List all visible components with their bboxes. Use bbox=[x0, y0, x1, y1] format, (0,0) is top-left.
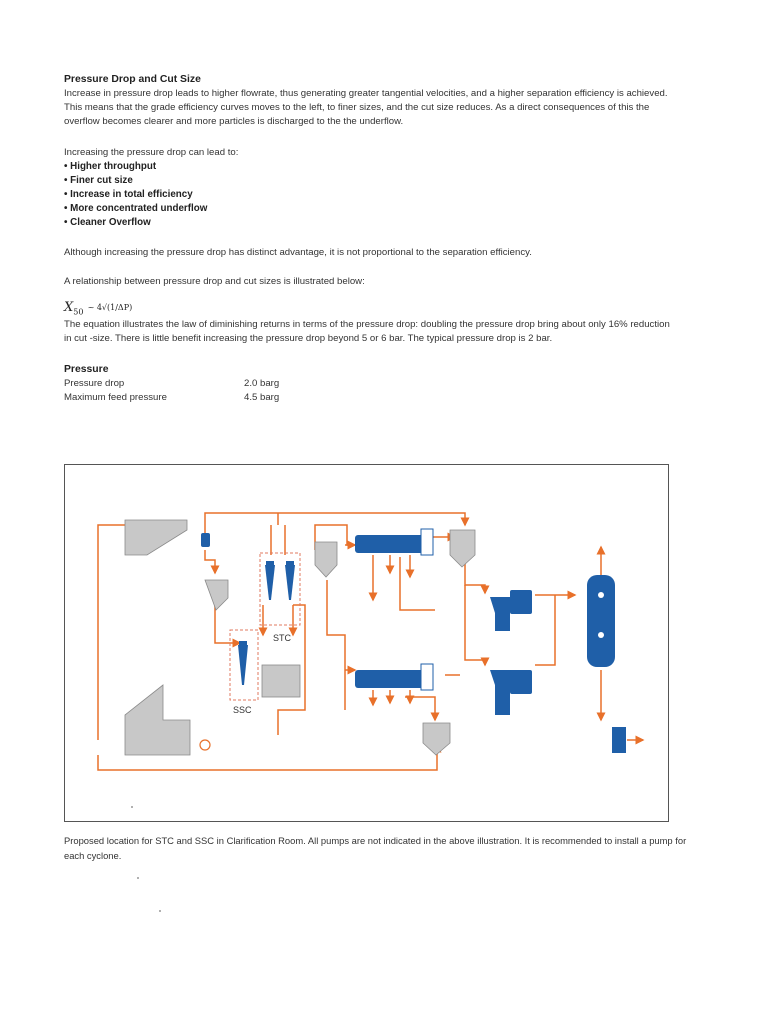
bottom-cone-vessel bbox=[423, 723, 450, 755]
decanter-2-motor bbox=[421, 664, 433, 690]
pressure-table bbox=[64, 377, 279, 405]
speck bbox=[137, 877, 139, 879]
ssc-label: SSC bbox=[233, 705, 252, 715]
row-label: Pressure drop bbox=[64, 378, 125, 389]
separator-1-frame bbox=[495, 613, 510, 631]
row-value: 4.5 barg bbox=[244, 392, 280, 403]
figure-caption: Proposed location for STC and SSC in Clarification Room. All pumps are not indicated in the above illustration. It is recommended to install a pump for each cyclone. bbox=[64, 835, 687, 861]
upper-hopper bbox=[125, 520, 187, 555]
flow-diagram-svg bbox=[65, 465, 670, 823]
benefits-list bbox=[64, 160, 207, 230]
equation-rhs: ~ 4√(1/ΔP) bbox=[87, 303, 133, 312]
equation-subscript: 50 bbox=[73, 307, 84, 317]
row-label: Maximum feed pressure bbox=[64, 392, 167, 403]
list-item: • Higher throughput bbox=[64, 160, 207, 174]
ssc-cyclone bbox=[238, 645, 248, 685]
ssc-cyclone-head bbox=[239, 641, 247, 649]
stc-cyclone-1-head bbox=[266, 561, 274, 569]
list-item: • Cleaner Overflow bbox=[64, 216, 207, 230]
blue-equipment bbox=[201, 529, 626, 753]
decanter-2 bbox=[355, 670, 427, 688]
table-row bbox=[64, 377, 279, 391]
separator-2-motor bbox=[510, 670, 532, 694]
vertical-tank bbox=[587, 575, 615, 667]
intro-paragraph: Increase in pressure drop leads to higher flowrate, thus generating greater tangential velocities, and a higher separation efficiency is achieved. This means that the grade efficiency curves moves to the left, to finer sizes, and the cut size reduces. As a direct consequences of this the overflow becomes clearer and more particles is discharged to the the underflow. bbox=[64, 88, 668, 127]
lower-hopper bbox=[125, 685, 190, 755]
decanter-1-motor bbox=[421, 529, 433, 555]
feed-cyclone bbox=[201, 533, 210, 547]
right-cone-vessel bbox=[450, 530, 475, 567]
small-cone-vessel-1 bbox=[205, 580, 228, 610]
row-value: 2.0 barg bbox=[244, 378, 280, 389]
stc-label: STC bbox=[273, 633, 291, 643]
pressure-heading: Pressure bbox=[64, 364, 109, 375]
lead-in-text: Increasing the pressure drop can lead to: bbox=[64, 147, 239, 158]
outlet-filter bbox=[612, 727, 626, 753]
section-title: Pressure Drop and Cut Size bbox=[64, 74, 201, 85]
separator-1-motor bbox=[510, 590, 532, 614]
list-item: • Increase in total efficiency bbox=[64, 188, 207, 202]
relationship-intro: A relationship between pressure drop and cut sizes is illustrated below: bbox=[64, 276, 365, 287]
separator-2-frame bbox=[495, 685, 510, 715]
speck bbox=[159, 910, 161, 912]
small-cone-vessel-2 bbox=[315, 542, 337, 577]
stc-cyclone-2 bbox=[285, 565, 295, 600]
advantage-note: Although increasing the pressure drop has distinct advantage, it is not proportional to the separation efficiency. bbox=[64, 247, 532, 258]
speck bbox=[131, 806, 133, 808]
equation-note: The equation illustrates the law of diminishing returns in terms of the pressure drop: doubling the pressure drop bring about only 16% reduction in cut -size. There is little benefit increasing the pressure drop beyond 5 or 6 bar. The typical pressure drop is 2 bar. bbox=[64, 319, 670, 344]
process-flow-diagram bbox=[64, 464, 669, 822]
decanter-1 bbox=[355, 535, 427, 553]
stc-cyclone-1 bbox=[265, 565, 275, 600]
table-row bbox=[64, 391, 279, 405]
stc-cyclone-2-head bbox=[286, 561, 294, 569]
cut-size-equation bbox=[64, 300, 132, 317]
tank-block bbox=[262, 665, 300, 697]
equation-lhs: X bbox=[64, 300, 74, 315]
list-item: • More concentrated underflow bbox=[64, 202, 207, 216]
pipe-junction bbox=[200, 740, 210, 750]
list-item: • Finer cut size bbox=[64, 174, 207, 188]
